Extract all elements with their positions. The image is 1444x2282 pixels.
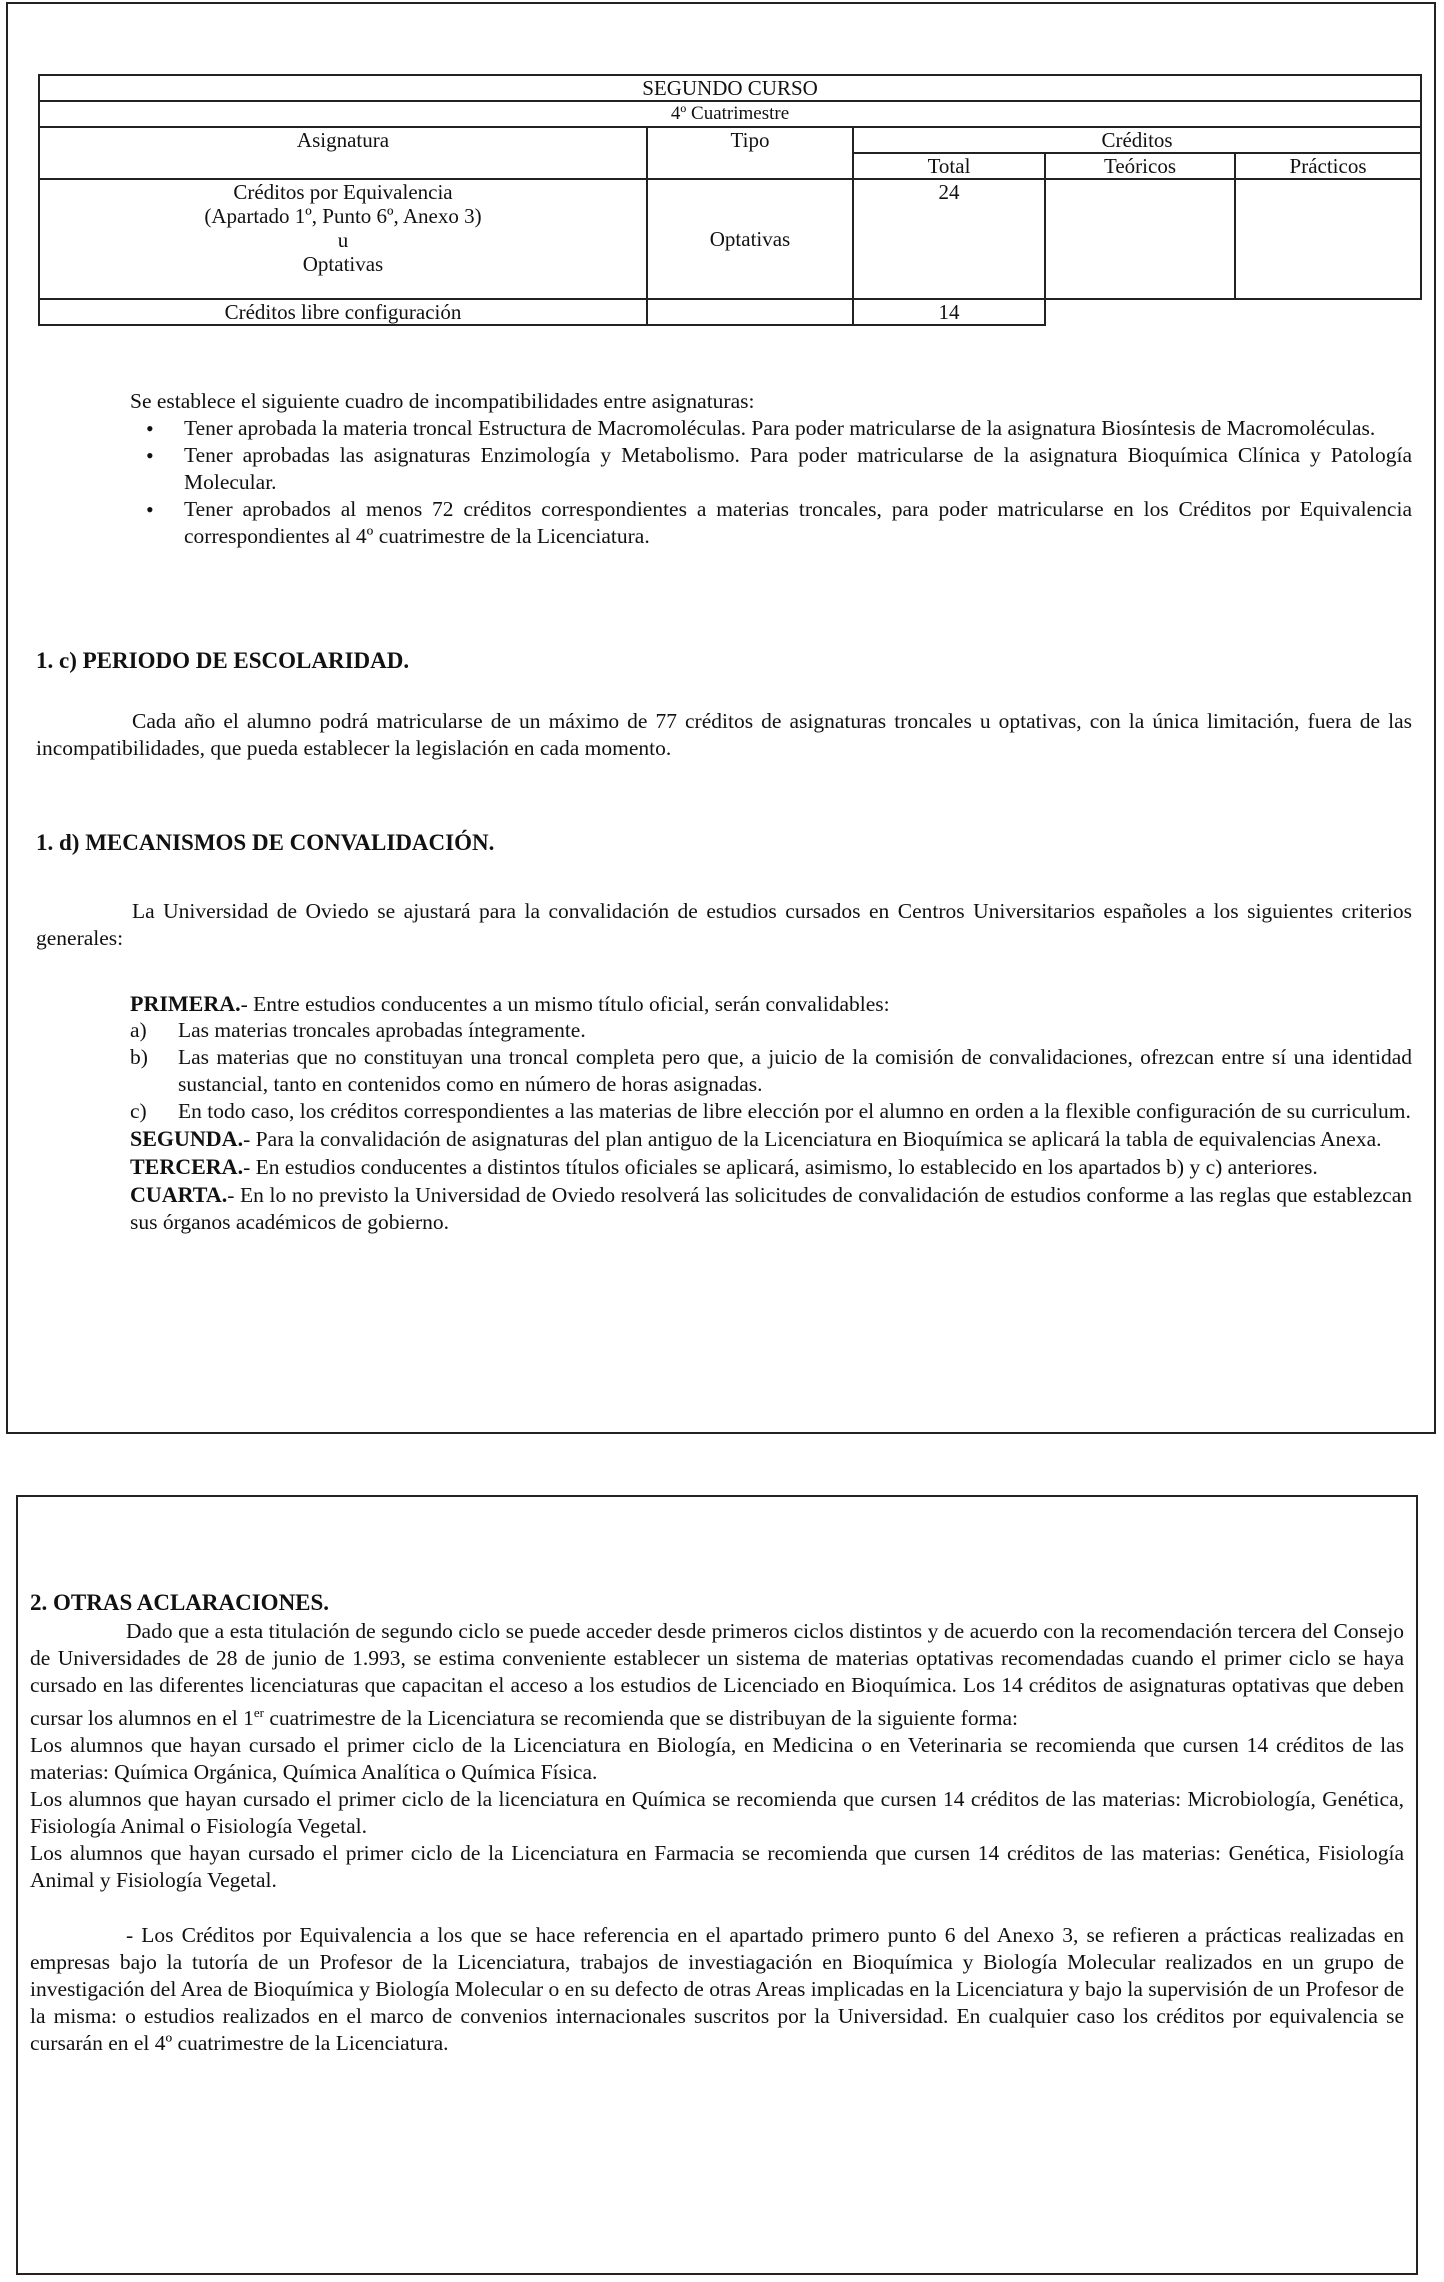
criterio-segunda bbox=[130, 1125, 1412, 1153]
criterio-cuarta bbox=[130, 1181, 1412, 1236]
cuatrimestre-title: 4º Cuatrimestre bbox=[39, 101, 1421, 127]
mecanismos-intro: La Universidad de Oviedo se ajustará para la convalidación de estudios cursados en Centros Universitarios españoles a los siguientes criterios generales: bbox=[36, 899, 1412, 950]
col-header-creditos: Créditos bbox=[853, 127, 1421, 153]
criterio-a-text: Las materias troncales aprobadas íntegramente. bbox=[178, 1018, 586, 1042]
row1-practicos bbox=[1235, 179, 1421, 299]
otras-paragraph-2: Los alumnos que hayan cursado el primer ciclo de la Licenciatura en Biología, en Medicina o en Veterinaria se recomienda que cursen 14 créditos de las materias: Química Orgánica, Química Analítica o Química Física. bbox=[30, 1733, 1404, 1785]
criterio-primera bbox=[130, 990, 1412, 1018]
otras-paragraph-4: Los alumnos que hayan cursado el primer ciclo de la Licenciatura en Farmacia se recomienda que cursen 14 créditos de las materias: Genética, Fisiología Animal y Fisiología Vegetal. bbox=[30, 1841, 1404, 1893]
row1-asig-line3: u bbox=[337, 228, 349, 252]
incompatibilidades-section bbox=[130, 388, 1412, 550]
periodo-heading: 1. c) PERIODO DE ESCOLARIDAD. bbox=[36, 648, 410, 673]
criterio-c-label: c) bbox=[130, 1099, 147, 1123]
otras-paragraph-5: - Los Créditos por Equivalencia a los que se hace referencia en el apartado primero punto 6 del Anexo 3, se refieren a prácticas realizadas en empresas bajo la tutoría de un Profesor de la Licenciatura, trabajos de investiagación en Bioquímica y Biología Molecular realizados en un grupo de investigación del Area de Bioquímica y Biología Molecular o en su defecto de otras Areas implicadas en la Licenciatura y bajo la supervisión de un Profesor de la misma: o estudios realizados en el marco de convenios internacionales suscritos por la Universidad. En cualquier caso los créditos por equivalencia se cursarán en el 4º cuatrimestre de la Licenciatura. bbox=[30, 1923, 1404, 2056]
col-header-total: Total bbox=[853, 153, 1045, 179]
criterios-list bbox=[130, 1017, 1412, 1236]
criterio-c bbox=[130, 1098, 1412, 1125]
incompat-item: • Tener aprobados al menos 72 créditos correspondientes a materias troncales, para poder matricularse en los Créditos por Equivalencia correspondientes al 4º cuatrimestre de la Licenciatura. bbox=[130, 496, 1412, 550]
row1-asig-line2: (Apartado 1º, Punto 6º, Anexo 3) bbox=[204, 204, 482, 228]
curso-title: SEGUNDO CURSO bbox=[39, 75, 1421, 101]
criterio-a bbox=[130, 1017, 1412, 1044]
row2-total: 14 bbox=[853, 299, 1045, 325]
otras-paragraph-3: Los alumnos que hayan cursado el primer ciclo de la licenciatura en Química se recomienda que cursen 14 créditos de las materias: Microbiología, Genética, Fisiología Animal o Fisiología Vegetal. bbox=[30, 1787, 1404, 1839]
segunda-text: - Para la convalidación de asignaturas del plan antiguo de la Licenciatura en Bioquímica se aplicará la tabla de equivalencias Anexa. bbox=[243, 1127, 1382, 1151]
row1-total: 24 bbox=[853, 179, 1045, 299]
segundo-curso-table bbox=[38, 74, 1422, 326]
row2-empty-b bbox=[1235, 299, 1421, 325]
otras-heading: 2. OTRAS ACLARACIONES. bbox=[30, 1590, 330, 1615]
criterio-b bbox=[130, 1044, 1412, 1098]
criterios-section bbox=[130, 990, 1412, 1018]
segunda-label: SEGUNDA. bbox=[130, 1126, 244, 1151]
row1-asignatura bbox=[39, 179, 647, 299]
criterio-c-text: En todo caso, los créditos correspondientes a las materias de libre elección por el alumno en orden a la flexible configuración de su curriculum. bbox=[178, 1099, 1411, 1123]
row2-asignatura: Créditos libre configuración bbox=[39, 299, 647, 325]
otras-p1b: cuatrimestre de la Licenciatura se recomienda que se distribuyan de la siguiente forma: bbox=[264, 1706, 1018, 1731]
col-header-asignatura: Asignatura bbox=[39, 127, 647, 179]
row2-empty-a bbox=[1045, 299, 1235, 325]
incompatibilidades-list bbox=[130, 415, 1412, 550]
tercera-text: - En estudios conducentes a distintos títulos oficiales se aplicará, asimismo, lo establecido en los apartados b) y c) anteriores. bbox=[243, 1155, 1318, 1179]
cuarta-text: - En lo no previsto la Universidad de Oviedo resolverá las solicitudes de convalidación de estudios conforme a las reglas que establezcan sus órganos académicos de gobierno. bbox=[130, 1183, 1412, 1234]
cuarta-label: CUARTA. bbox=[130, 1182, 228, 1207]
col-header-tipo: Tipo bbox=[647, 127, 853, 179]
criterio-b-text: Las materias que no constituyan una troncal completa pero que, a juicio de la comisión de convalidaciones, ofrezcan entre sí una identidad sustancial, tanto en contenidos como en número de horas asignadas. bbox=[178, 1045, 1412, 1096]
col-header-practicos: Prácticos bbox=[1235, 153, 1421, 179]
row2-tipo bbox=[647, 299, 853, 325]
incompat-item: • Tener aprobadas las asignaturas Enzimología y Metabolismo. Para poder matricularse de la asignatura Bioquímica Clínica y Patología Molecular. bbox=[130, 442, 1412, 496]
incompat-item: • Tener aprobada la materia troncal Estructura de Macromoléculas. Para poder matricularse de la asignatura Biosíntesis de Macromoléculas. bbox=[130, 415, 1412, 442]
tercera-label: TERCERA. bbox=[130, 1154, 244, 1179]
primera-text: - Entre estudios conducentes a un mismo título oficial, serán convalidables: bbox=[240, 992, 890, 1016]
col-header-teoricos: Teóricos bbox=[1045, 153, 1235, 179]
row1-asig-line1: Créditos por Equivalencia bbox=[233, 180, 453, 204]
row1-tipo: Optativas bbox=[647, 179, 853, 299]
criterio-a-label: a) bbox=[130, 1018, 147, 1042]
row1-teoricos bbox=[1045, 179, 1235, 299]
primera-label: PRIMERA. bbox=[130, 991, 241, 1016]
mecanismos-heading: 1. d) MECANISMOS DE CONVALIDACIÓN. bbox=[36, 830, 495, 855]
otras-section bbox=[30, 1618, 1404, 2057]
otras-paragraph-1 bbox=[30, 1618, 1404, 1732]
criterio-tercera bbox=[130, 1153, 1412, 1181]
criterio-b-label: b) bbox=[130, 1045, 148, 1069]
periodo-text: Cada año el alumno podrá matricularse de un máximo de 77 créditos de asignaturas troncales u optativas, con la única limitación, fuera de las incompatibilidades, que pueda establecer la legislación en cada momento. bbox=[36, 709, 1412, 760]
row1-asig-line4: Optativas bbox=[302, 252, 384, 276]
incompatibilidades-intro: Se establece el siguiente cuadro de incompatibilidades entre asignaturas: bbox=[130, 389, 755, 413]
otras-p1-sup: er bbox=[253, 1705, 265, 1720]
otras-p1a: Dado que a esta titulación de segundo ciclo se puede acceder desde primeros ciclos distintos y de acuerdo con la recomendación tercera del Consejo de Universidades de 28 de junio de 1.993, se estima conveniente establecer un sistema de materias optativas recomendadas cuando el primer ciclo se haya cursado en las diferentes licenciaturas que capacitan el acceso a los estudios de Licenciado en Bioquímica. Los 14 créditos de asignaturas optativas que deben cursar los alumnos en el 1 bbox=[30, 1619, 1404, 1731]
